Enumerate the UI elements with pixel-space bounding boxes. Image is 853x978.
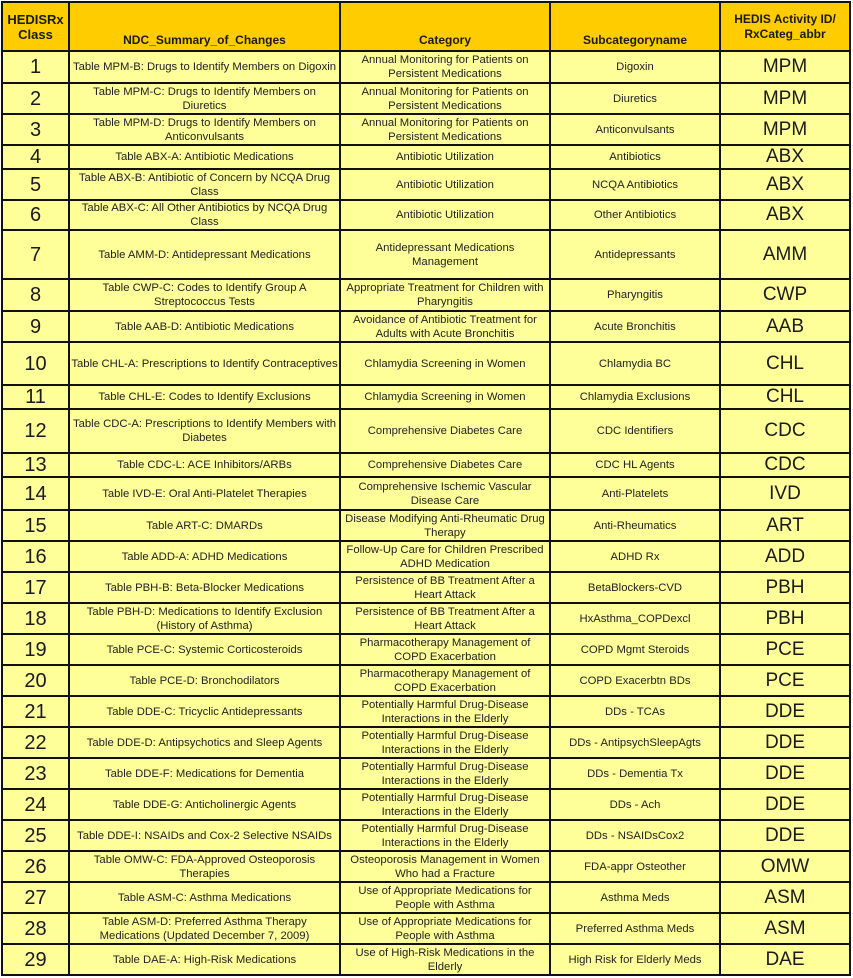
cell-class-number: 6 [2, 200, 69, 230]
table-row [2, 477, 850, 510]
cell-activity-abbr: DDE [720, 789, 850, 820]
table-row [2, 342, 850, 385]
cell-category: Potentially Harmful Drug-Disease Interactions in the Elderly [340, 758, 550, 789]
cell-subcategory: BetaBlockers-CVD [550, 572, 720, 603]
cell-summary: Table MPM-C: Drugs to Identify Members on Diuretics [69, 83, 340, 114]
cell-class-number: 18 [2, 603, 69, 634]
cell-summary: Table ASM-D: Preferred Asthma Therapy Medications (Updated December 7, 2009) [69, 913, 340, 944]
cell-summary: Table CWP-C: Codes to Identify Group A Streptococcus Tests [69, 279, 340, 311]
cell-class-number: 15 [2, 510, 69, 541]
cell-activity-abbr: MPM [720, 114, 850, 145]
cell-activity-abbr: DDE [720, 758, 850, 789]
cell-summary: Table ABX-A: Antibiotic Medications [69, 145, 340, 169]
cell-category: Use of Appropriate Medications for People with Asthma [340, 913, 550, 944]
header-subcategoryname: Subcategoryname [550, 2, 720, 51]
cell-subcategory: COPD Exacerbtn BDs [550, 665, 720, 696]
cell-activity-abbr: ABX [720, 200, 850, 230]
cell-activity-abbr: PBH [720, 603, 850, 634]
cell-subcategory: Anti-Rheumatics [550, 510, 720, 541]
cell-subcategory: Antibiotics [550, 145, 720, 169]
cell-category: Potentially Harmful Drug-Disease Interactions in the Elderly [340, 696, 550, 727]
cell-subcategory: DDs - TCAs [550, 696, 720, 727]
table-body [2, 51, 850, 975]
table-row [2, 279, 850, 311]
cell-class-number: 7 [2, 230, 69, 279]
cell-activity-abbr: AMM [720, 230, 850, 279]
cell-category: Annual Monitoring for Patients on Persistent Medications [340, 83, 550, 114]
cell-category: Annual Monitoring for Patients on Persistent Medications [340, 51, 550, 83]
table-row [2, 634, 850, 665]
cell-activity-abbr: PCE [720, 634, 850, 665]
cell-activity-abbr: MPM [720, 83, 850, 114]
table-row [2, 114, 850, 145]
cell-category: Chlamydia Screening in Women [340, 342, 550, 385]
cell-activity-abbr: ASM [720, 882, 850, 913]
table-row [2, 572, 850, 603]
cell-summary: Table CDC-A: Prescriptions to Identify Members with Diabetes [69, 409, 340, 453]
cell-subcategory: NCQA Antibiotics [550, 169, 720, 200]
table-row [2, 820, 850, 851]
cell-summary: Table DDE-F: Medications for Dementia [69, 758, 340, 789]
cell-summary: Table OMW-C: FDA-Approved Osteoporosis Therapies [69, 851, 340, 882]
cell-category: Comprehensive Ischemic Vascular Disease Care [340, 477, 550, 510]
header-row [2, 2, 850, 51]
header-category: Category [340, 2, 550, 51]
cell-subcategory: COPD Mgmt Steroids [550, 634, 720, 665]
cell-class-number: 17 [2, 572, 69, 603]
cell-category: Antibiotic Utilization [340, 145, 550, 169]
cell-subcategory: CDC HL Agents [550, 453, 720, 477]
cell-summary: Table ASM-C: Asthma Medications [69, 882, 340, 913]
cell-class-number: 24 [2, 789, 69, 820]
header-activity-id-line1: HEDIS Activity ID/ [734, 11, 836, 26]
cell-summary: Table MPM-D: Drugs to Identify Members on Anticonvulsants [69, 114, 340, 145]
cell-category: Potentially Harmful Drug-Disease Interactions in the Elderly [340, 727, 550, 758]
cell-activity-abbr: DDE [720, 696, 850, 727]
cell-subcategory: Anticonvulsants [550, 114, 720, 145]
cell-subcategory: Diuretics [550, 83, 720, 114]
cell-category: Potentially Harmful Drug-Disease Interactions in the Elderly [340, 820, 550, 851]
table-row [2, 758, 850, 789]
cell-category: Follow-Up Care for Children Prescribed ADHD Medication [340, 541, 550, 572]
cell-category: Disease Modifying Anti-Rheumatic Drug Therapy [340, 510, 550, 541]
cell-class-number: 4 [2, 145, 69, 169]
cell-summary: Table DDE-G: Anticholinergic Agents [69, 789, 340, 820]
cell-class-number: 10 [2, 342, 69, 385]
cell-category: Persistence of BB Treatment After a Heart Attack [340, 572, 550, 603]
table-row [2, 696, 850, 727]
cell-activity-abbr: MPM [720, 51, 850, 83]
table-row [2, 385, 850, 409]
cell-class-number: 19 [2, 634, 69, 665]
table-row [2, 230, 850, 279]
cell-class-number: 2 [2, 83, 69, 114]
cell-class-number: 16 [2, 541, 69, 572]
header-activity-id-line2: RxCateg_abbr [744, 26, 826, 41]
cell-class-number: 29 [2, 944, 69, 975]
cell-category: Comprehensive Diabetes Care [340, 453, 550, 477]
cell-activity-abbr: DDE [720, 727, 850, 758]
cell-category: Chlamydia Screening in Women [340, 385, 550, 409]
cell-summary: Table PCE-D: Bronchodilators [69, 665, 340, 696]
cell-class-number: 22 [2, 727, 69, 758]
cell-activity-abbr: CHL [720, 385, 850, 409]
hedis-rx-class-table [1, 1, 851, 976]
cell-subcategory: CDC Identifiers [550, 409, 720, 453]
cell-subcategory: Anti-Platelets [550, 477, 720, 510]
cell-summary: Table MPM-B: Drugs to Identify Members on Digoxin [69, 51, 340, 83]
cell-class-number: 9 [2, 311, 69, 342]
cell-activity-abbr: ABX [720, 145, 850, 169]
cell-category: Appropriate Treatment for Children with Pharyngitis [340, 279, 550, 311]
cell-summary: Table PBH-D: Medications to Identify Exclusion (History of Asthma) [69, 603, 340, 634]
cell-subcategory: Other Antibiotics [550, 200, 720, 230]
cell-subcategory: Chlamydia Exclusions [550, 385, 720, 409]
header-ndc-summary: NDC_Summary_of_Changes [69, 2, 340, 51]
cell-class-number: 13 [2, 453, 69, 477]
cell-class-number: 14 [2, 477, 69, 510]
table-row [2, 311, 850, 342]
cell-activity-abbr: DDE [720, 820, 850, 851]
cell-class-number: 23 [2, 758, 69, 789]
cell-activity-abbr: CDC [720, 409, 850, 453]
cell-subcategory: Asthma Meds [550, 882, 720, 913]
table-row [2, 882, 850, 913]
cell-subcategory: Pharyngitis [550, 279, 720, 311]
cell-summary: Table ABX-C: All Other Antibiotics by NCQA Drug Class [69, 200, 340, 230]
cell-class-number: 28 [2, 913, 69, 944]
table-row [2, 51, 850, 83]
cell-subcategory: ADHD Rx [550, 541, 720, 572]
cell-activity-abbr: PBH [720, 572, 850, 603]
cell-class-number: 3 [2, 114, 69, 145]
table-row [2, 510, 850, 541]
cell-class-number: 21 [2, 696, 69, 727]
cell-class-number: 8 [2, 279, 69, 311]
table-row [2, 83, 850, 114]
cell-subcategory: DDs - Dementia Tx [550, 758, 720, 789]
cell-category: Osteoporosis Management in Women Who had a Fracture [340, 851, 550, 882]
cell-category: Comprehensive Diabetes Care [340, 409, 550, 453]
cell-class-number: 12 [2, 409, 69, 453]
cell-summary: Table ABX-B: Antibiotic of Concern by NCQA Drug Class [69, 169, 340, 200]
cell-activity-abbr: CHL [720, 342, 850, 385]
cell-subcategory: DDs - Ach [550, 789, 720, 820]
cell-subcategory: Preferred Asthma Meds [550, 913, 720, 944]
table-row [2, 944, 850, 975]
cell-category: Use of High-Risk Medications in the Elderly [340, 944, 550, 975]
cell-class-number: 26 [2, 851, 69, 882]
cell-category: Persistence of BB Treatment After a Heart Attack [340, 603, 550, 634]
cell-category: Annual Monitoring for Patients on Persistent Medications [340, 114, 550, 145]
table-row [2, 409, 850, 453]
cell-summary: Table DAE-A: High-Risk Medications [69, 944, 340, 975]
cell-activity-abbr: CDC [720, 453, 850, 477]
cell-activity-abbr: AAB [720, 311, 850, 342]
cell-activity-abbr: CWP [720, 279, 850, 311]
table-row [2, 851, 850, 882]
cell-category: Antibiotic Utilization [340, 169, 550, 200]
cell-summary: Table DDE-D: Antipsychotics and Sleep Agents [69, 727, 340, 758]
table-row [2, 453, 850, 477]
cell-subcategory: HxAsthma_COPDexcl [550, 603, 720, 634]
cell-activity-abbr: ABX [720, 169, 850, 200]
cell-summary: Table AAB-D: Antibiotic Medications [69, 311, 340, 342]
cell-class-number: 25 [2, 820, 69, 851]
table-row [2, 603, 850, 634]
cell-activity-abbr: OMW [720, 851, 850, 882]
cell-summary: Table DDE-I: NSAIDs and Cox-2 Selective NSAIDs [69, 820, 340, 851]
cell-summary: Table CHL-E: Codes to Identify Exclusions [69, 385, 340, 409]
cell-subcategory: DDs - NSAIDsCox2 [550, 820, 720, 851]
cell-category: Potentially Harmful Drug-Disease Interactions in the Elderly [340, 789, 550, 820]
table-row [2, 169, 850, 200]
cell-activity-abbr: ART [720, 510, 850, 541]
table-row [2, 913, 850, 944]
cell-class-number: 27 [2, 882, 69, 913]
table-row [2, 541, 850, 572]
cell-summary: Table DDE-C: Tricyclic Antidepressants [69, 696, 340, 727]
cell-subcategory: Antidepressants [550, 230, 720, 279]
cell-class-number: 20 [2, 665, 69, 696]
cell-subcategory: DDs - AntipsychSleepAgts [550, 727, 720, 758]
cell-category: Avoidance of Antibiotic Treatment for Adults with Acute Bronchitis [340, 311, 550, 342]
header-hedisrx-class: HEDISRx Class [2, 2, 69, 51]
cell-subcategory: High Risk for Elderly Meds [550, 944, 720, 975]
cell-class-number: 1 [2, 51, 69, 83]
cell-summary: Table AMM-D: Antidepressant Medications [69, 230, 340, 279]
cell-subcategory: Digoxin [550, 51, 720, 83]
cell-activity-abbr: ASM [720, 913, 850, 944]
cell-summary: Table IVD-E: Oral Anti-Platelet Therapies [69, 477, 340, 510]
cell-activity-abbr: DAE [720, 944, 850, 975]
table-row [2, 727, 850, 758]
cell-category: Antibiotic Utilization [340, 200, 550, 230]
cell-summary: Table PCE-C: Systemic Corticosteroids [69, 634, 340, 665]
cell-summary: Table ADD-A: ADHD Medications [69, 541, 340, 572]
table-row [2, 789, 850, 820]
cell-summary: Table CDC-L: ACE Inhibitors/ARBs [69, 453, 340, 477]
table-row [2, 200, 850, 230]
cell-class-number: 5 [2, 169, 69, 200]
cell-activity-abbr: ADD [720, 541, 850, 572]
table-row [2, 145, 850, 169]
cell-category: Pharmacotherapy Management of COPD Exacerbation [340, 634, 550, 665]
cell-category: Antidepressant Medications Management [340, 230, 550, 279]
cell-subcategory: FDA-appr Osteother [550, 851, 720, 882]
cell-class-number: 11 [2, 385, 69, 409]
table-row [2, 665, 850, 696]
cell-subcategory: Chlamydia BC [550, 342, 720, 385]
cell-summary: Table PBH-B: Beta-Blocker Medications [69, 572, 340, 603]
header-activity-id [720, 2, 850, 51]
cell-summary: Table CHL-A: Prescriptions to Identify Contraceptives [69, 342, 340, 385]
cell-category: Use of Appropriate Medications for People with Asthma [340, 882, 550, 913]
cell-subcategory: Acute Bronchitis [550, 311, 720, 342]
cell-summary: Table ART-C: DMARDs [69, 510, 340, 541]
cell-activity-abbr: PCE [720, 665, 850, 696]
cell-activity-abbr: IVD [720, 477, 850, 510]
cell-category: Pharmacotherapy Management of COPD Exacerbation [340, 665, 550, 696]
